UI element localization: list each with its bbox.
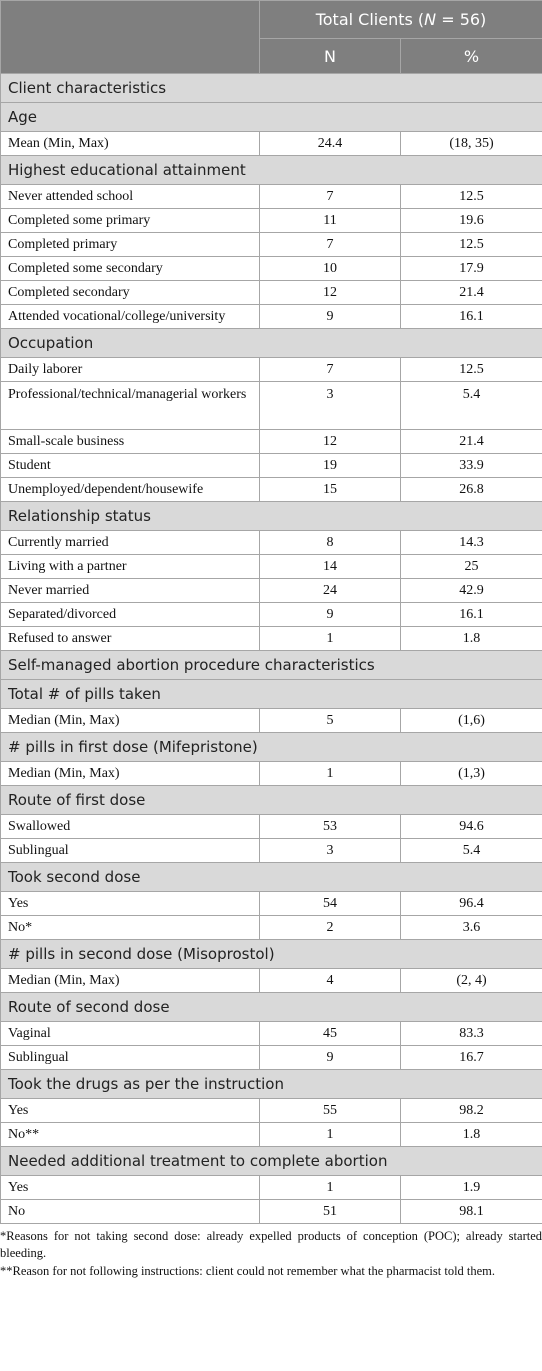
- row-pct-value: 1.9: [401, 1176, 542, 1200]
- header-group-n: N: [424, 10, 437, 29]
- row-pct-value: 25: [401, 555, 542, 579]
- row-label: Refused to answer: [1, 627, 260, 651]
- table-footnotes: [0, 1224, 542, 1280]
- table-row: [1, 892, 542, 916]
- table-row: [1, 233, 542, 257]
- table-row: [1, 209, 542, 233]
- row-pct-value: 12.5: [401, 358, 542, 382]
- row-pct-value: (2, 4): [401, 969, 542, 993]
- section-header-row: [1, 863, 542, 892]
- row-n-value: 24: [260, 579, 401, 603]
- section-header-row: [1, 74, 542, 103]
- table-row: [1, 762, 542, 786]
- table-row: [1, 430, 542, 454]
- header-group-suffix: = 56): [436, 10, 487, 29]
- row-n-value: 10: [260, 257, 401, 281]
- row-label: Daily laborer: [1, 358, 260, 382]
- section-label: # pills in first dose (Mifepristone): [1, 733, 542, 762]
- row-pct-value: 1.8: [401, 627, 542, 651]
- table-row: [1, 815, 542, 839]
- row-pct-value: 5.4: [401, 839, 542, 863]
- row-pct-value: 96.4: [401, 892, 542, 916]
- row-pct-value: 26.8: [401, 478, 542, 502]
- section-header-row: [1, 993, 542, 1022]
- row-label: No**: [1, 1123, 260, 1147]
- row-pct-value: (18, 35): [401, 132, 542, 156]
- header-n: N: [260, 39, 401, 74]
- row-label: No: [1, 1200, 260, 1224]
- row-label: Unemployed/dependent/housewife: [1, 478, 260, 502]
- table-row: [1, 555, 542, 579]
- section-header-row: [1, 940, 542, 969]
- row-pct-value: (1,3): [401, 762, 542, 786]
- row-label: Yes: [1, 1176, 260, 1200]
- section-header-row: [1, 651, 542, 680]
- row-n-value: 7: [260, 185, 401, 209]
- section-label: Took second dose: [1, 863, 542, 892]
- row-n-value: 53: [260, 815, 401, 839]
- section-label: Age: [1, 103, 542, 132]
- row-pct-value: 12.5: [401, 185, 542, 209]
- section-label: Highest educational attainment: [1, 156, 542, 185]
- row-n-value: 9: [260, 1046, 401, 1070]
- row-label: Completed some secondary: [1, 257, 260, 281]
- header-blank-cell: [1, 1, 260, 74]
- row-n-value: 14: [260, 555, 401, 579]
- table-row: [1, 132, 542, 156]
- section-label: # pills in second dose (Misoprostol): [1, 940, 542, 969]
- table-row: [1, 1046, 542, 1070]
- table-row: [1, 281, 542, 305]
- section-label: Total # of pills taken: [1, 680, 542, 709]
- footnote-instructions: **Reason for not following instructions: client could not remember what the pharmacist told them.: [0, 1264, 496, 1278]
- row-label: Currently married: [1, 531, 260, 555]
- row-label: Professional/technical/managerial workers: [1, 382, 260, 430]
- section-header-row: [1, 1147, 542, 1176]
- row-label: Separated/divorced: [1, 603, 260, 627]
- table-row: [1, 1022, 542, 1046]
- row-pct-value: 33.9: [401, 454, 542, 478]
- row-pct-value: 16.1: [401, 305, 542, 329]
- row-pct-value: 1.8: [401, 1123, 542, 1147]
- row-pct-value: (1,6): [401, 709, 542, 733]
- section-header-row: [1, 786, 542, 815]
- row-label: Completed secondary: [1, 281, 260, 305]
- row-n-value: 1: [260, 1176, 401, 1200]
- row-n-value: 3: [260, 839, 401, 863]
- section-header-row: [1, 502, 542, 531]
- section-label: Relationship status: [1, 502, 542, 531]
- section-header-row: [1, 680, 542, 709]
- row-label: Swallowed: [1, 815, 260, 839]
- table-row: [1, 478, 542, 502]
- table-row: [1, 579, 542, 603]
- row-label: Mean (Min, Max): [1, 132, 260, 156]
- footnote-second-dose: *Reasons for not taking second dose: already expelled products of conception (POC); already started bleeding.: [0, 1229, 542, 1260]
- row-pct-value: 19.6: [401, 209, 542, 233]
- row-pct-value: 98.2: [401, 1099, 542, 1123]
- table-row: [1, 358, 542, 382]
- table-row: [1, 1200, 542, 1224]
- header-pct: %: [401, 39, 542, 74]
- table-row: [1, 969, 542, 993]
- header-total-clients: [260, 1, 542, 39]
- table-row: [1, 185, 542, 209]
- row-n-value: 12: [260, 281, 401, 305]
- row-n-value: 1: [260, 627, 401, 651]
- row-n-value: 55: [260, 1099, 401, 1123]
- table-row: [1, 1176, 542, 1200]
- row-pct-value: 42.9: [401, 579, 542, 603]
- row-pct-value: 12.5: [401, 233, 542, 257]
- section-label: Route of second dose: [1, 993, 542, 1022]
- section-header-row: [1, 1070, 542, 1099]
- row-pct-value: 14.3: [401, 531, 542, 555]
- section-header-row: [1, 103, 542, 132]
- row-n-value: 9: [260, 603, 401, 627]
- row-label: Yes: [1, 892, 260, 916]
- row-label: Student: [1, 454, 260, 478]
- table-row: [1, 454, 542, 478]
- row-n-value: 54: [260, 892, 401, 916]
- row-pct-value: 83.3: [401, 1022, 542, 1046]
- row-pct-value: 98.1: [401, 1200, 542, 1224]
- row-n-value: 51: [260, 1200, 401, 1224]
- section-label: Occupation: [1, 329, 542, 358]
- row-label: Sublingual: [1, 1046, 260, 1070]
- row-label: Median (Min, Max): [1, 709, 260, 733]
- row-n-value: 1: [260, 762, 401, 786]
- section-label: Took the drugs as per the instruction: [1, 1070, 542, 1099]
- row-n-value: 7: [260, 358, 401, 382]
- section-header-row: [1, 329, 542, 358]
- table-row: [1, 257, 542, 281]
- row-label: Sublingual: [1, 839, 260, 863]
- row-label: Yes: [1, 1099, 260, 1123]
- row-pct-value: 17.9: [401, 257, 542, 281]
- table-row: [1, 382, 542, 430]
- table-row: [1, 305, 542, 329]
- row-n-value: 3: [260, 382, 401, 430]
- row-pct-value: 21.4: [401, 430, 542, 454]
- row-label: Completed some primary: [1, 209, 260, 233]
- row-n-value: 2: [260, 916, 401, 940]
- row-label: Never married: [1, 579, 260, 603]
- row-label: Median (Min, Max): [1, 969, 260, 993]
- row-n-value: 11: [260, 209, 401, 233]
- row-pct-value: 16.1: [401, 603, 542, 627]
- table-row: [1, 1099, 542, 1123]
- section-header-row: [1, 733, 542, 762]
- section-header-row: [1, 156, 542, 185]
- row-n-value: 12: [260, 430, 401, 454]
- row-n-value: 7: [260, 233, 401, 257]
- row-label: Attended vocational/college/university: [1, 305, 260, 329]
- row-label: Median (Min, Max): [1, 762, 260, 786]
- row-n-value: 45: [260, 1022, 401, 1046]
- row-pct-value: 21.4: [401, 281, 542, 305]
- row-n-value: 4: [260, 969, 401, 993]
- row-n-value: 9: [260, 305, 401, 329]
- row-n-value: 15: [260, 478, 401, 502]
- row-label: No*: [1, 916, 260, 940]
- row-label: Living with a partner: [1, 555, 260, 579]
- header-row-group: [1, 1, 542, 39]
- row-label: Never attended school: [1, 185, 260, 209]
- table-row: [1, 709, 542, 733]
- section-label: Route of first dose: [1, 786, 542, 815]
- row-pct-value: 16.7: [401, 1046, 542, 1070]
- table-row: [1, 916, 542, 940]
- section-label: Self-managed abortion procedure characteristics: [1, 651, 542, 680]
- table-row: [1, 1123, 542, 1147]
- table-row: [1, 839, 542, 863]
- table-row: [1, 531, 542, 555]
- table-row: [1, 603, 542, 627]
- row-pct-value: 3.6: [401, 916, 542, 940]
- header-group-prefix: Total Clients (: [315, 10, 425, 29]
- row-n-value: 8: [260, 531, 401, 555]
- row-label: Vaginal: [1, 1022, 260, 1046]
- section-label: Needed additional treatment to complete abortion: [1, 1147, 542, 1176]
- row-label: Small-scale business: [1, 430, 260, 454]
- row-n-value: 19: [260, 454, 401, 478]
- table-row: [1, 627, 542, 651]
- row-pct-value: 94.6: [401, 815, 542, 839]
- row-label: Completed primary: [1, 233, 260, 257]
- row-n-value: 24.4: [260, 132, 401, 156]
- row-n-value: 1: [260, 1123, 401, 1147]
- row-pct-value: 5.4: [401, 382, 542, 430]
- row-n-value: 5: [260, 709, 401, 733]
- table-body: [1, 74, 542, 1224]
- section-label: Client characteristics: [1, 74, 542, 103]
